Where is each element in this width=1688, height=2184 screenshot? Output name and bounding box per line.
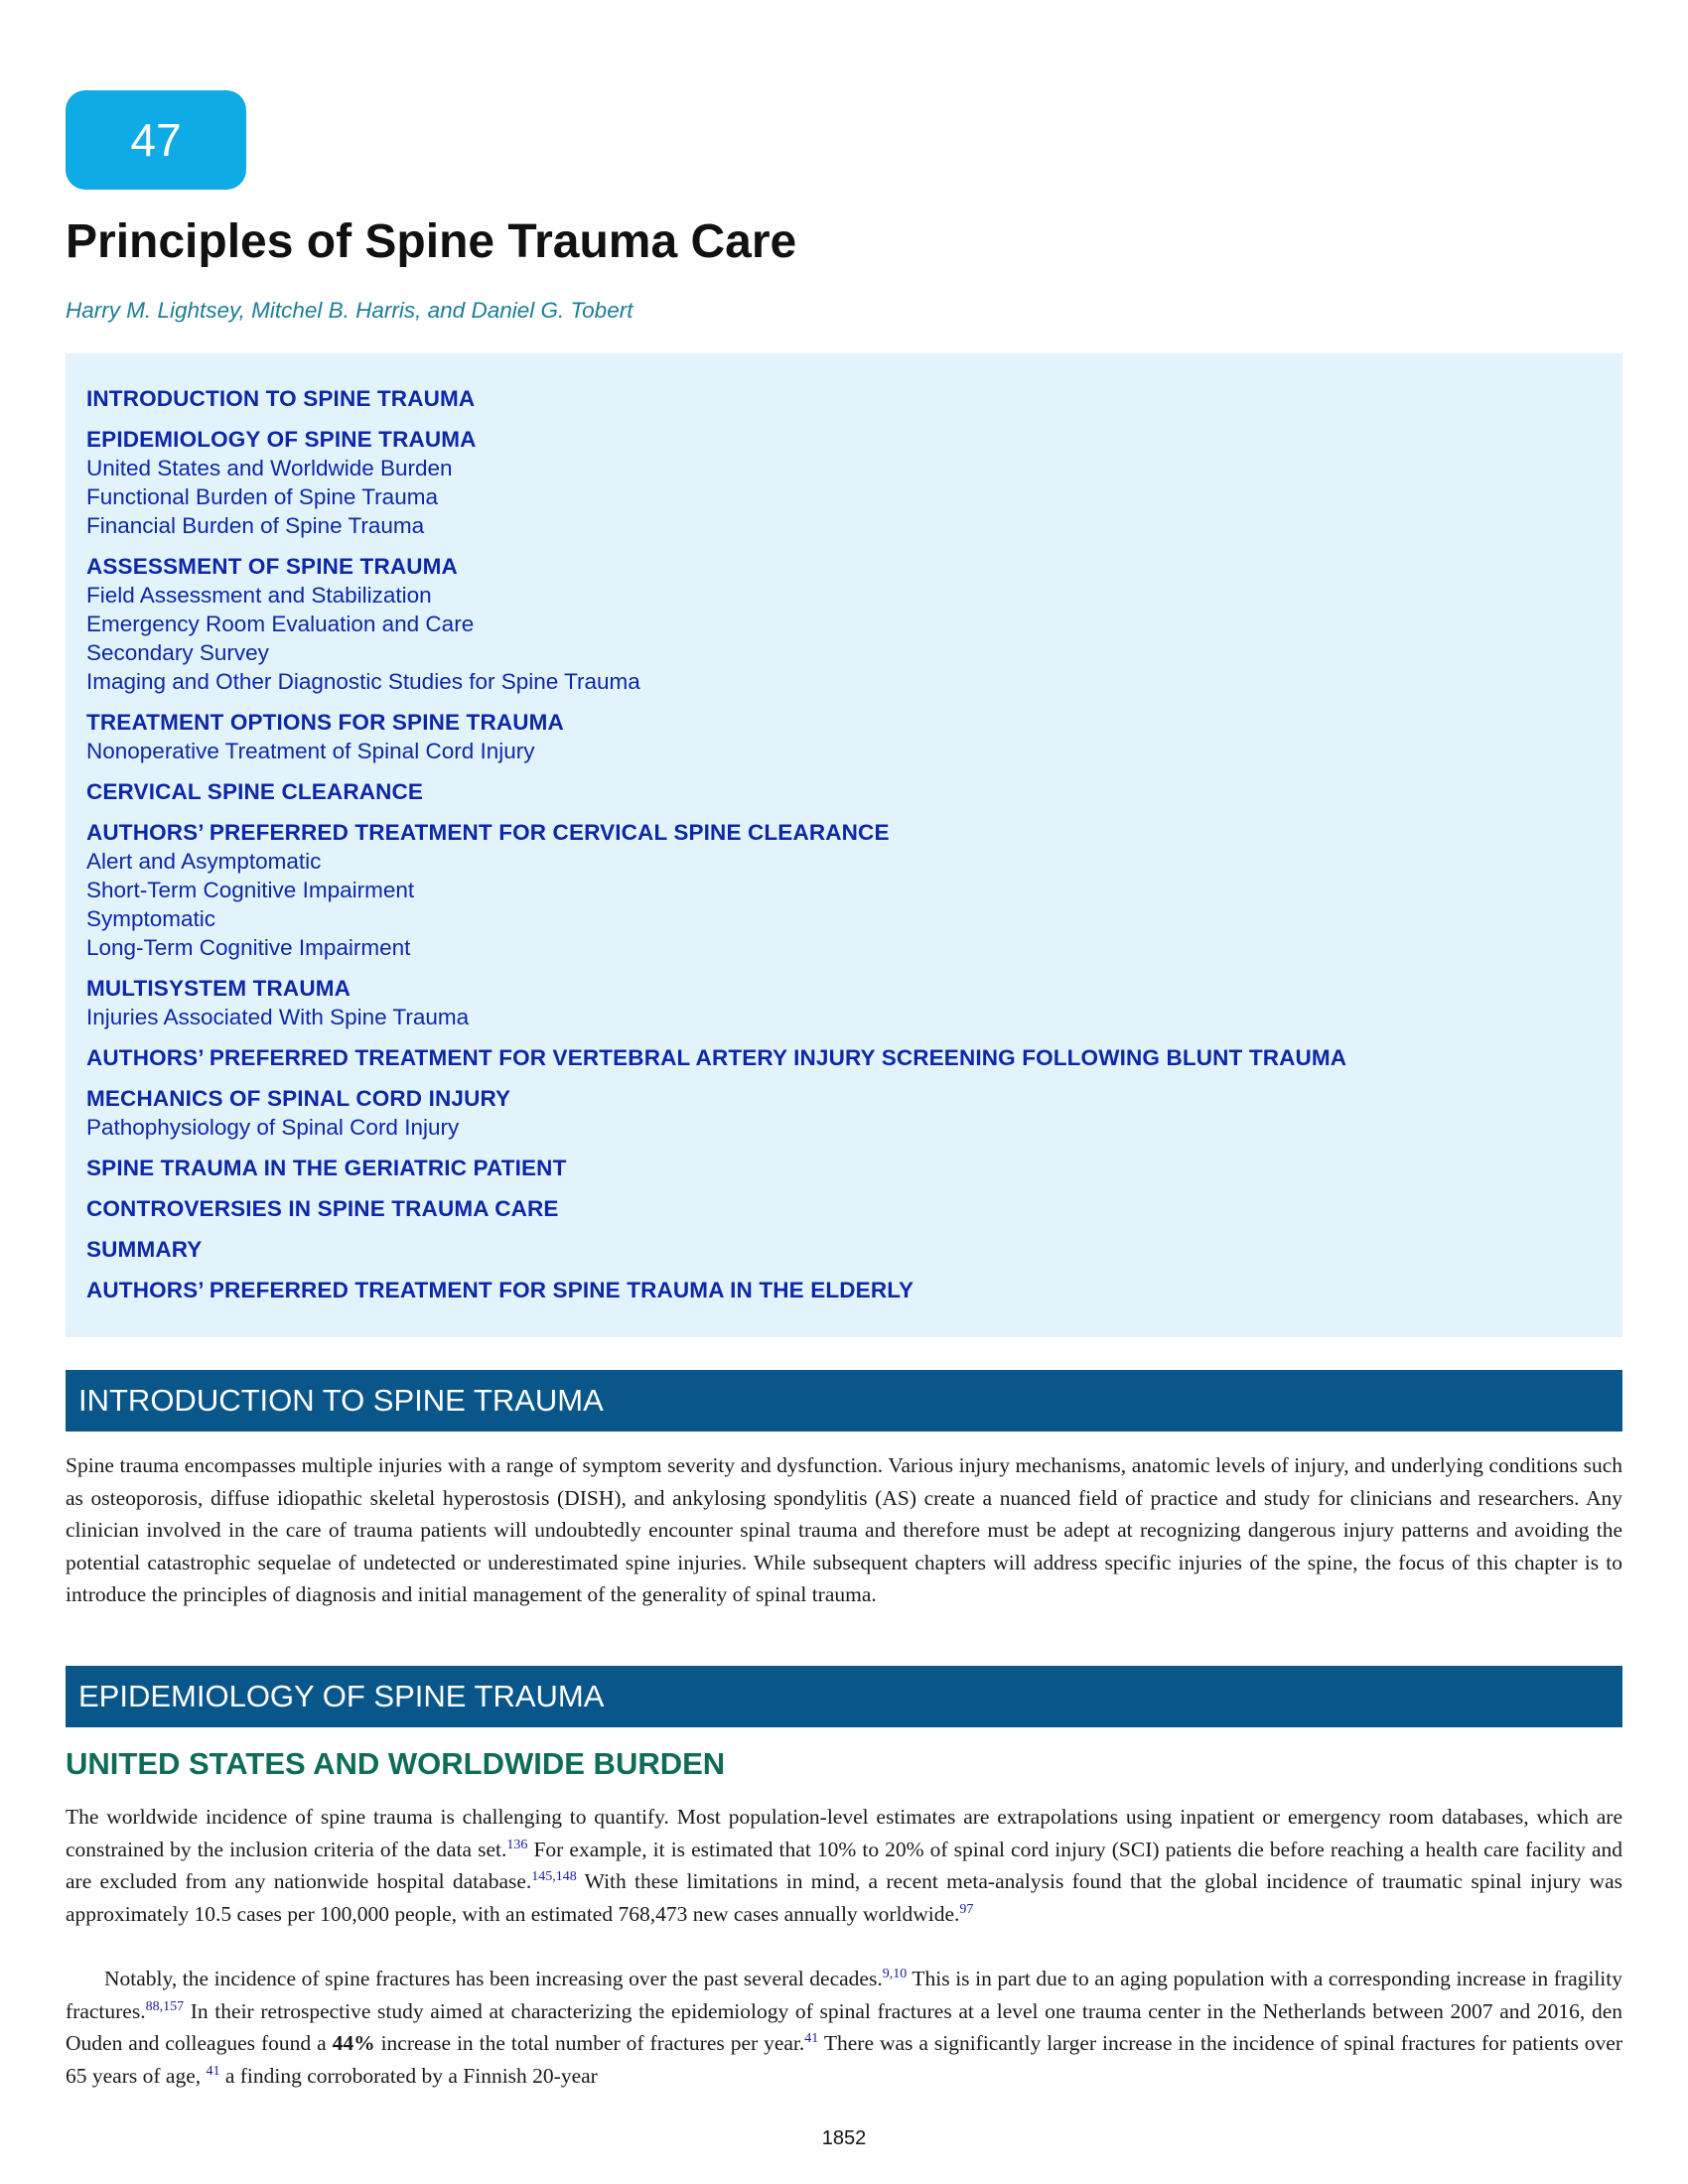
toc-entry-subheading[interactable]: Long-Term Cognitive Impairment: [86, 935, 411, 960]
toc-entry-heading[interactable]: TREATMENT OPTIONS FOR SPINE TRAUMA: [86, 710, 564, 735]
toc-group: [86, 1043, 1622, 1072]
emphasis-text: 44%: [332, 2031, 375, 2056]
toc-entry-heading[interactable]: EPIDEMIOLOGY OF SPINE TRAUMA: [86, 427, 477, 452]
toc-group: [86, 1194, 1622, 1223]
toc-group: [86, 818, 1622, 962]
paragraph-text: increase in the total number of fractures per year.: [374, 2031, 805, 2056]
toc-entry-heading[interactable]: SUMMARY: [86, 1237, 203, 1262]
chapter-title: Principles of Spine Trauma Care: [66, 215, 797, 268]
table-of-contents: [66, 353, 1622, 1337]
toc-entry-heading[interactable]: INTRODUCTION TO SPINE TRAUMA: [86, 386, 476, 411]
paragraph-text: This is in part due to an aging population with a corresponding increase in fragility fractures.: [66, 1967, 1623, 2023]
toc-group: [86, 384, 1622, 413]
toc-entry-heading[interactable]: CERVICAL SPINE CLEARANCE: [86, 779, 424, 804]
toc-entry-heading[interactable]: CONTROVERSIES IN SPINE TRAUMA CARE: [86, 1196, 559, 1221]
toc-group: [86, 425, 1622, 540]
toc-entry-heading[interactable]: SPINE TRAUMA IN THE GERIATRIC PATIENT: [86, 1156, 567, 1180]
citation-reference[interactable]: 9,10: [882, 1967, 908, 1981]
toc-entry-subheading[interactable]: Secondary Survey: [86, 640, 269, 665]
epidemiology-paragraph-2: [66, 1963, 1622, 2092]
citation-reference[interactable]: 145,148: [531, 1869, 577, 1885]
chapter-authors: Harry M. Lightsey, Mitchel B. Harris, and Daniel G. Tobert: [66, 298, 633, 323]
chapter-number-badge: 47: [66, 90, 246, 190]
toc-entry-heading[interactable]: MECHANICS OF SPINAL CORD INJURY: [86, 1086, 511, 1111]
paragraph-text: With these limitations in mind, a recent meta-analysis found that the global incidence of traumatic spinal injury was approximately 10.5 cases per 100,000 people, with an estimated 768,473 new cases annually worldwide.: [66, 1869, 1622, 1926]
toc-entry-subheading[interactable]: Field Assessment and Stabilization: [86, 583, 432, 608]
toc-group: [86, 1084, 1622, 1142]
toc-entry-subheading[interactable]: Alert and Asymptomatic: [86, 849, 322, 874]
toc-entry-subheading[interactable]: Short-Term Cognitive Impairment: [86, 878, 415, 902]
toc-group: [86, 552, 1622, 696]
section-heading-introduction: INTRODUCTION TO SPINE TRAUMA: [66, 1370, 1622, 1432]
citation-reference[interactable]: 41: [206, 2063, 220, 2079]
paragraph-text: The worldwide incidence of spine trauma is challenging to quantify. Most population-level estimates are extrapolations using inpatient or emergency room databases, which are constrained by the inclusion criteria of the data set.: [66, 1805, 1622, 1861]
citation-reference[interactable]: 88,157: [145, 1998, 185, 2014]
toc-entry-subheading[interactable]: Nonoperative Treatment of Spinal Cord Injury: [86, 739, 535, 763]
toc-group: [86, 1235, 1622, 1264]
toc-group: [86, 1154, 1622, 1182]
toc-entry-subheading[interactable]: Financial Burden of Spine Trauma: [86, 513, 425, 538]
toc-entry-heading[interactable]: MULTISYSTEM TRAUMA: [86, 976, 352, 1001]
toc-group: [86, 777, 1622, 806]
toc-entry-heading[interactable]: ASSESSMENT OF SPINE TRAUMA: [86, 554, 458, 579]
toc-entry-heading[interactable]: AUTHORS’ PREFERRED TREATMENT FOR SPINE TRAUMA IN THE ELDERLY: [86, 1278, 914, 1302]
subsection-heading-us-worldwide-burden: UNITED STATES AND WORLDWIDE BURDEN: [66, 1746, 726, 1781]
toc-entry-subheading[interactable]: United States and Worldwide Burden: [86, 456, 453, 480]
section-heading-epidemiology: EPIDEMIOLOGY OF SPINE TRAUMA: [66, 1666, 1622, 1727]
toc-group: [86, 974, 1622, 1031]
toc-entry-subheading[interactable]: Emergency Room Evaluation and Care: [86, 612, 475, 636]
epidemiology-paragraph-1: [66, 1801, 1622, 1930]
introduction-paragraph: Spine trauma encompasses multiple injuries with a range of symptom severity and dysfunction. Various injury mechanisms, anatomic levels of injury, and underlying conditions such as osteoporosis, diffuse idiopathic skeletal hyperostosis (DISH), and ankylosing spondylitis (AS) create a nuanced field of practice and study for clinicians and researchers. Any clinician involved in the care of trauma patients will undoubtedly encounter spinal trauma and therefore must be adept at recognizing dangerous injury patterns and avoiding the potential catastrophic sequelae of undetected or underestimated spine injuries. While subsequent chapters will address specific injuries of the spine, the focus of this chapter is to introduce the principles of diagnosis and initial management of the generality of spinal trauma.: [66, 1453, 1622, 1607]
toc-group: [86, 1276, 1622, 1304]
citation-reference[interactable]: 41: [804, 2031, 819, 2047]
toc-entry-heading[interactable]: AUTHORS’ PREFERRED TREATMENT FOR CERVICAL SPINE CLEARANCE: [86, 820, 890, 845]
toc-group: [86, 708, 1622, 765]
toc-entry-subheading[interactable]: Pathophysiology of Spinal Cord Injury: [86, 1115, 460, 1140]
toc-entry-subheading[interactable]: Imaging and Other Diagnostic Studies for Spine Trauma: [86, 669, 640, 694]
page-number: 1852: [821, 2127, 867, 2149]
paragraph-text: There was a significantly larger increase in the incidence of spinal fractures for patients over 65 years of age,: [66, 2031, 1623, 2088]
toc-entry-subheading[interactable]: Symptomatic: [86, 906, 216, 931]
citation-reference[interactable]: 97: [959, 1901, 974, 1917]
paragraph-text: For example, it is estimated that 10% to 20% of spinal cord injury (SCI) patients die before reaching a health care facility and are excluded from any nationwide hospital database.: [66, 1837, 1623, 1894]
toc-entry-subheading[interactable]: Injuries Associated With Spine Trauma: [86, 1005, 470, 1029]
paragraph-text: a finding corroborated by a Finnish 20-year: [219, 2063, 598, 2088]
paragraph-text: In their retrospective study aimed at characterizing the epidemiology of spinal fractures at a level one trauma center in the Netherlands between 2007 and 2016, den Ouden and colleagues found a: [66, 1998, 1622, 2056]
citation-reference[interactable]: 136: [506, 1837, 528, 1852]
paragraph-text: Notably, the incidence of spine fractures has been increasing over the past several decades.: [104, 1967, 883, 1990]
toc-entry-heading[interactable]: AUTHORS’ PREFERRED TREATMENT FOR VERTEBRAL ARTERY INJURY SCREENING FOLLOWING BLUNT TRAUMA: [86, 1045, 1347, 1070]
toc-entry-subheading[interactable]: Functional Burden of Spine Trauma: [86, 484, 438, 509]
